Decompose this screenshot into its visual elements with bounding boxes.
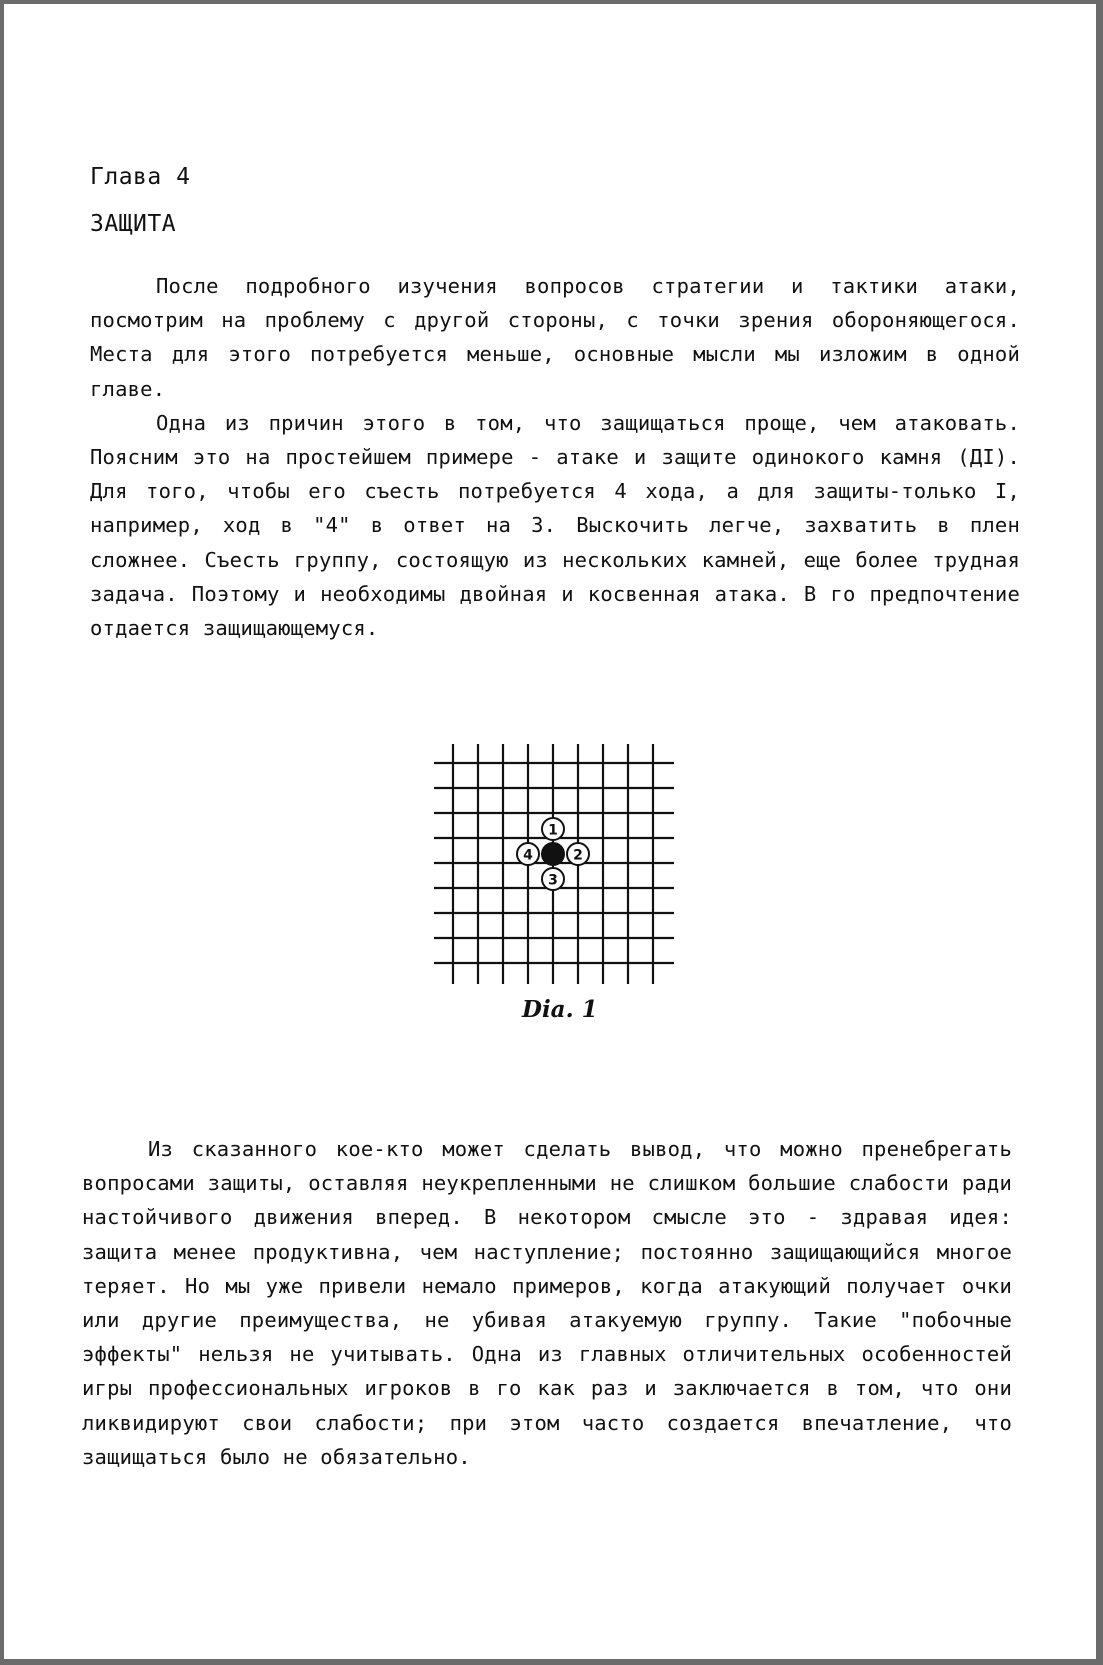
chapter-label: Глава 4 [90, 164, 191, 190]
move-stone-2 [567, 843, 589, 865]
move-label-2: 2 [573, 847, 583, 864]
scan-edge [1096, 0, 1103, 1665]
diagram-caption: Dia. 1 [522, 996, 598, 1023]
move-stone-1 [542, 818, 564, 840]
move-stone-4 [517, 843, 539, 865]
paragraph-1: После подробного изучения вопросов стратегии и тактики атаки, посмотрим на проблему с другой стороны, с точки зрения обороняющегося. Места для этого потребуется меньше, основные мысли мы изложим в одной главе. [90, 274, 1020, 401]
paragraph-2: Одна из причин этого в том, что защищаться проще, чем атаковать. Поясним это на простейшем примере - атаке и защите одинокого камня (ДI). Для того, чтобы его съесть потребуется 4 хода, а для защиты-только I, например, ход в "4" в ответ на 3. Выскочить легче, захватить в плен сложнее. Съесть группу, состоящую из нескольких камней, еще более трудная задача. Поэтому и необходимы двойная и косвенная атака. В го предпочтение отдается защищающемуся. [90, 410, 1020, 641]
go-board-svg [434, 744, 684, 984]
move-stone-3 [542, 868, 564, 890]
document-page [4, 4, 1096, 1659]
section-1-text [90, 269, 1020, 645]
move-label-4: 4 [523, 847, 533, 864]
move-label-1: 1 [548, 822, 558, 839]
black-stone [541, 842, 565, 866]
chapter-title: ЗАЩИТА [90, 211, 177, 237]
move-label-3: 3 [548, 872, 558, 889]
paragraph-3: Из сказанного кое-кто может сделать вывод, что можно пренебрегать вопросами защиты, оставляя неукрепленными не слишком большие слабости ради настойчивого движения вперед. В некотором смысле это - здравая идея: защита менее продуктивна, чем наступление; постоянно защищающийся многое теряет. Но мы уже привели немало примеров, когда атакующий получает очки или другие преимущества, не убивая атакуемую группу. Такие "побочные эффекты" нельзя не учитывать. Одна из главных отличительных особенностей игры профессиональных игроков в го как раз и заключается в том, что они ликвидируют свои слабости; при этом часто создается впечатление, что защищаться было не обязательно. [82, 1137, 1012, 1469]
go-diagram [434, 744, 684, 984]
section-2-text [82, 1132, 1012, 1474]
